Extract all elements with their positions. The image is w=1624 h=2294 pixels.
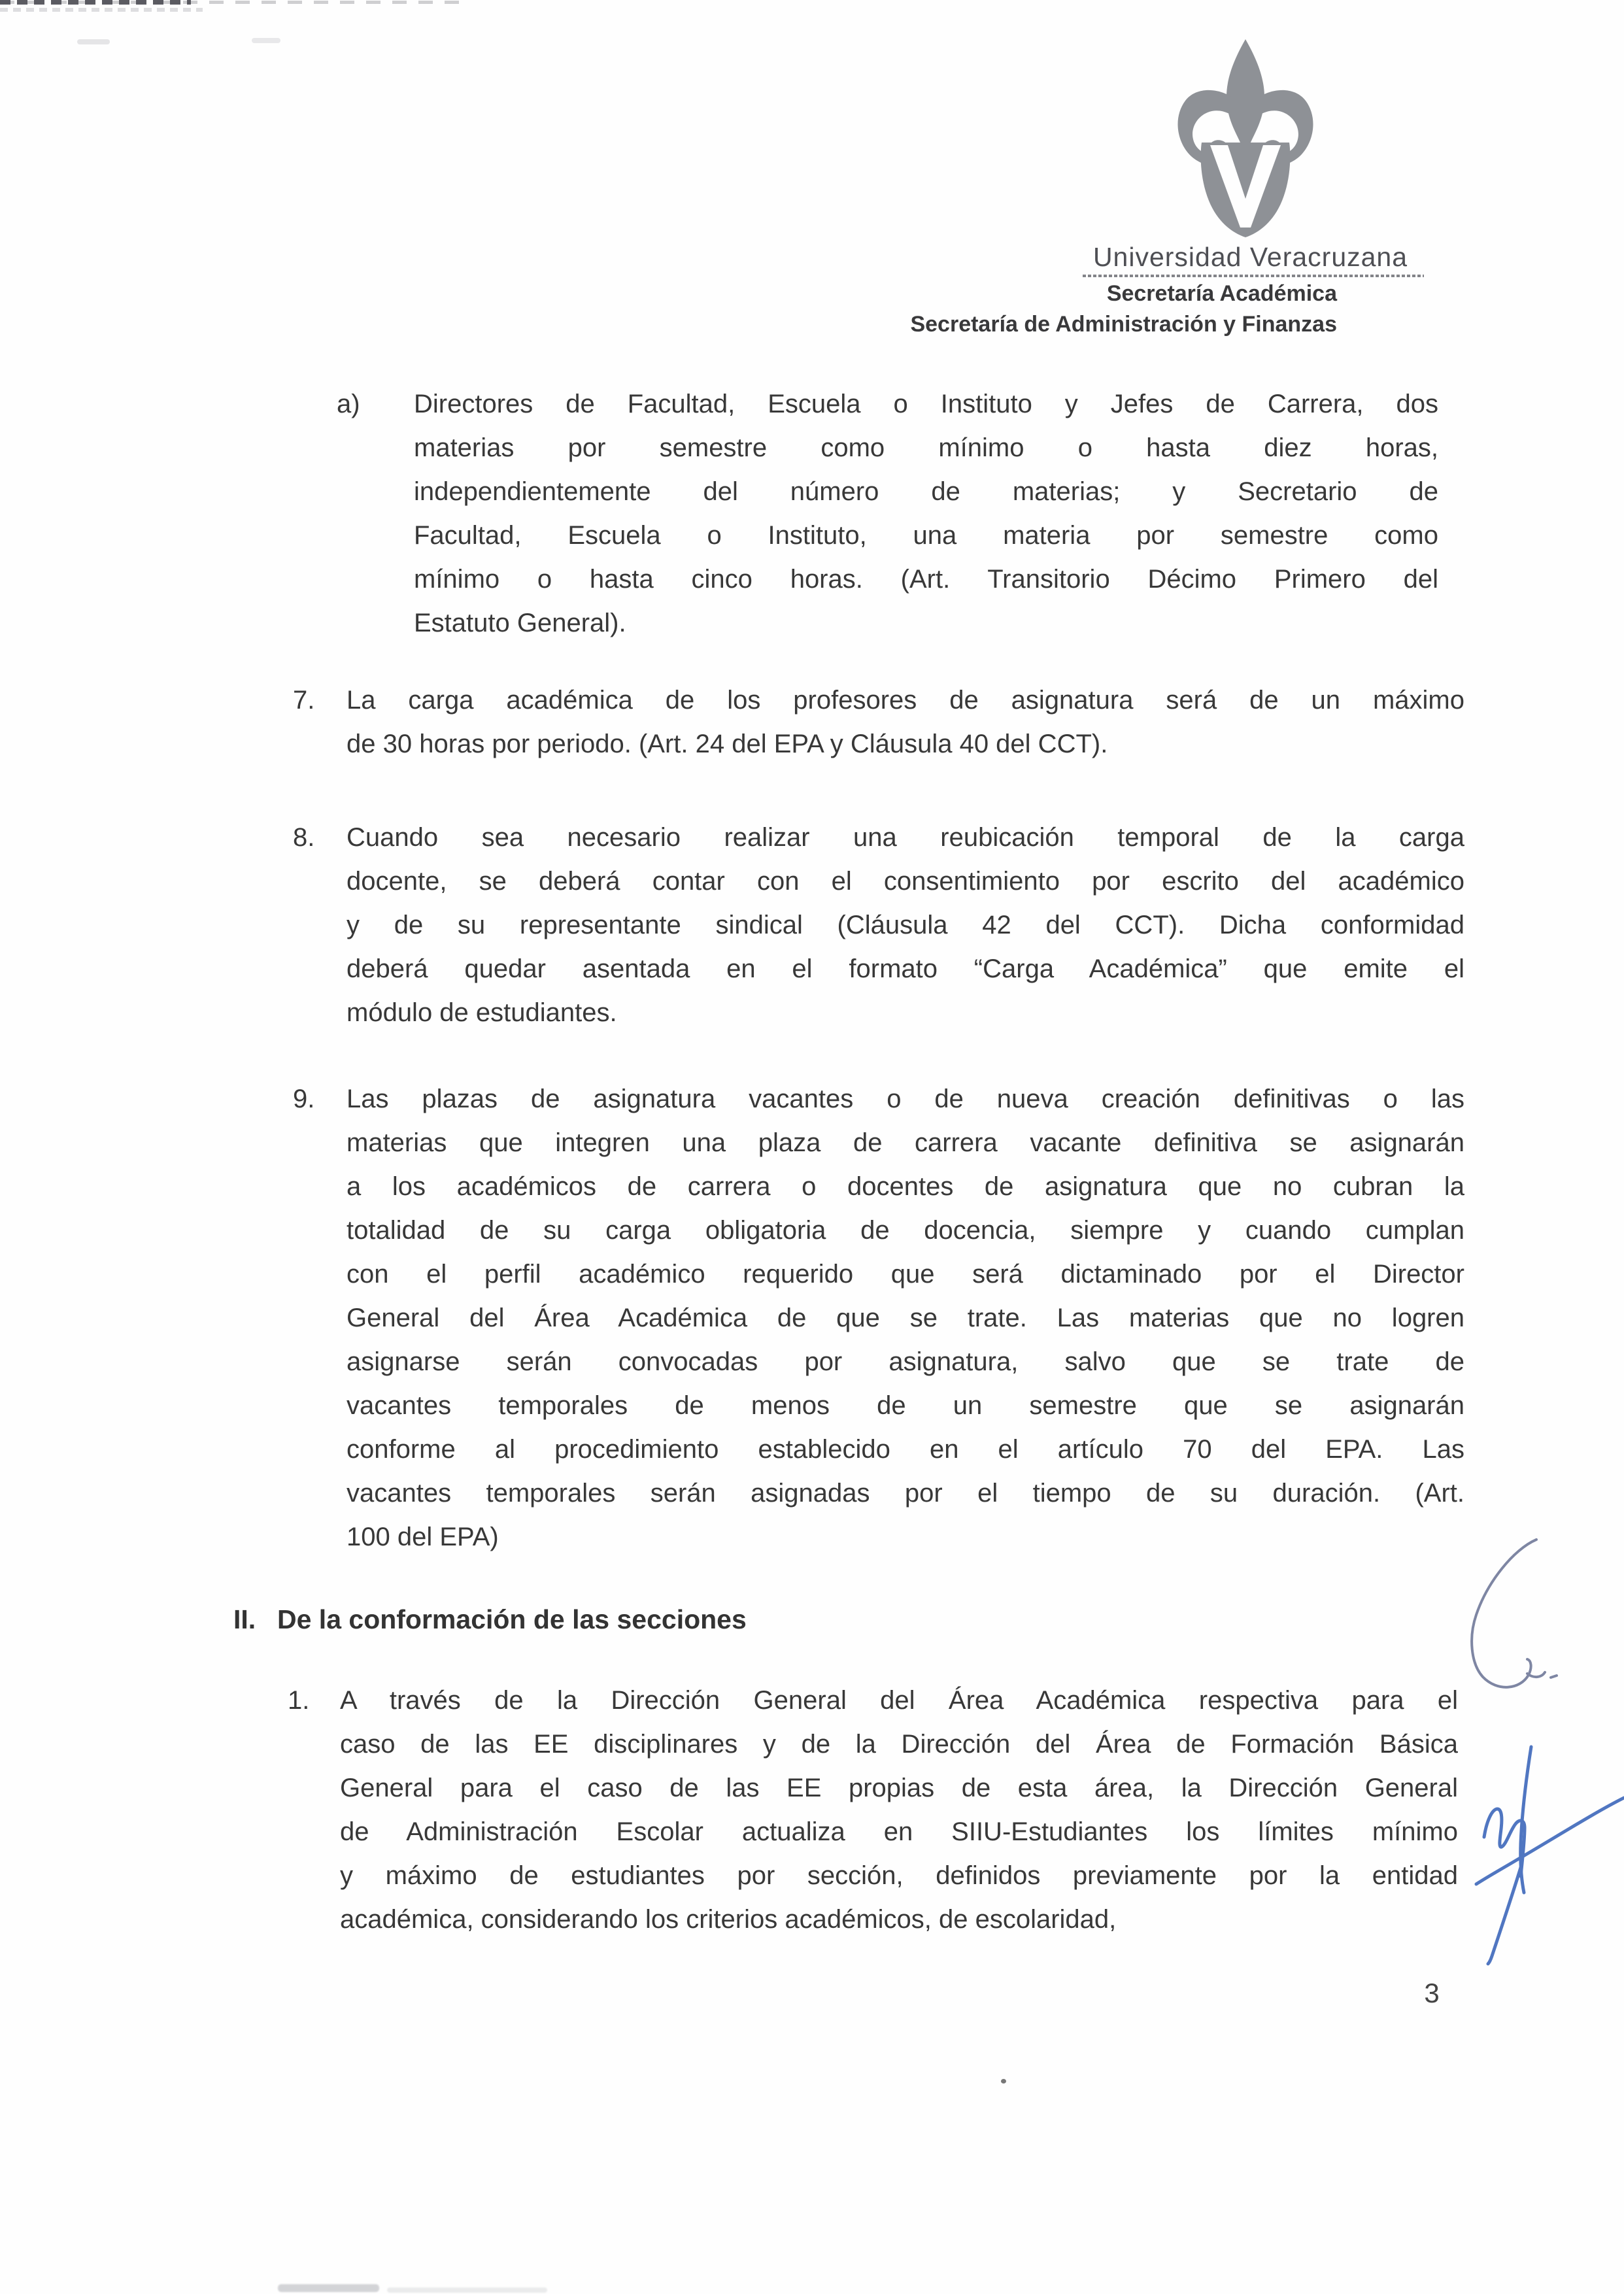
item-text <box>414 382 1438 645</box>
text-line: La carga académica de los profesores de asignatura será de un máximo <box>347 686 1464 715</box>
text-line: 100 del EPA) <box>347 1523 499 1551</box>
list-item-a <box>337 382 1438 645</box>
initials-m-flourish <box>1476 1747 1624 1964</box>
text-line: académica, considerando los criterios académicos, de escolaridad, <box>340 1905 1117 1934</box>
text-line: General para el caso de las EE propias de esta área, la Dirección General <box>340 1774 1458 1802</box>
section-heading <box>233 1598 1214 1642</box>
list-item-9 <box>293 1077 1464 1559</box>
item-label: 1. <box>288 1686 310 1715</box>
text-line: vacantes temporales serán asignadas por el tiempo de su duración. (Art. <box>347 1479 1464 1508</box>
item-label: II. <box>233 1604 256 1634</box>
scan-artifact-top-dashes <box>0 0 191 5</box>
text-line: totalidad de su carga obligatoria de docencia, siempre y cuando cumplan <box>347 1216 1464 1245</box>
secretariat-line-2: Secretaría de Administración y Finanzas <box>910 312 1337 337</box>
text-line: Las plazas de asignatura vacantes o de nueva creación definitivas o las <box>347 1085 1464 1113</box>
text-line: y máximo de estudiantes por sección, definidos previamente por la entidad <box>340 1861 1458 1890</box>
text-line: de 30 horas por periodo. (Art. 24 del EPA y Cláusula 40 del CCT). <box>347 730 1108 758</box>
text-line: General del Área Académica de que se trate. Las materias que no logren <box>347 1304 1464 1332</box>
scan-smudge-bottom <box>278 2284 379 2292</box>
handwritten-marks <box>1438 1523 1624 1974</box>
scan-artifact-top-row2 <box>0 8 203 12</box>
university-name: Universidad Veracruzana <box>1092 242 1408 272</box>
text-line: independientemente del número de materias; y Secretario de <box>414 477 1438 506</box>
text-line: Directores de Facultad, Escuela o Instituto y Jefes de Carrera, dos <box>414 390 1438 418</box>
scan-speck <box>252 38 280 43</box>
item-label: 7. <box>293 686 315 715</box>
scan-speck <box>77 39 110 44</box>
text-line: mínimo o hasta cinco horas. (Art. Transitorio Décimo Primero del <box>414 565 1438 594</box>
text-line: asignarse serán convocadas por asignatura, salvo que se trate de <box>347 1347 1464 1376</box>
item-text <box>340 1679 1458 1942</box>
text-line: docente, se deberá contar con el consentimiento por escrito del académico <box>347 867 1464 896</box>
secretariat-line-1: Secretaría Académica <box>1106 281 1337 306</box>
text-line: caso de las EE disciplinares y de la Dirección del Área de Formación Básica <box>340 1730 1458 1759</box>
page-number: 3 <box>1424 1978 1440 2008</box>
text-line: módulo de estudiantes. <box>347 998 617 1027</box>
text-line: Facultad, Escuela o Instituto, una materia por semestre como <box>414 521 1438 550</box>
scan-artifact-top-faint <box>0 1 471 4</box>
item-label: 8. <box>293 823 315 852</box>
text-line: con el perfil académico requerido que será dictaminado por el Director <box>347 1260 1464 1289</box>
uv-fleur-de-lis-logo-icon <box>1160 38 1330 241</box>
text-line: deberá quedar asentada en el formato “Carga Académica” que emite el <box>347 954 1464 983</box>
initial-g-mark <box>1472 1540 1557 1687</box>
item-text <box>347 679 1464 766</box>
list-item-8 <box>293 816 1464 1035</box>
header-rule <box>1083 275 1424 277</box>
text-line: conforme al procedimiento establecido en el artículo 70 del EPA. Las <box>347 1435 1464 1464</box>
text-line: de Administración Escolar actualiza en SIIU-Estudiantes los límites mínimo <box>340 1817 1458 1846</box>
item-label: a) <box>337 390 360 418</box>
scan-smudge-bottom <box>387 2287 547 2293</box>
item-text: De la conformación de las secciones <box>277 1604 747 1634</box>
item-text <box>347 816 1464 1035</box>
item-text <box>347 1077 1464 1559</box>
text-line: materias que integren una plaza de carrera vacante definitiva se asignarán <box>347 1128 1464 1157</box>
list-item-7 <box>293 679 1464 766</box>
scan-dot <box>1001 2079 1006 2083</box>
text-line: Cuando sea necesario realizar una reubicación temporal de la carga <box>347 823 1464 852</box>
list-item-1 <box>288 1679 1458 1942</box>
text-line: Estatuto General). <box>414 609 626 637</box>
text-line: A través de la Dirección General del Área Académica respectiva para el <box>340 1686 1458 1715</box>
text-line: y de su representante sindical (Cláusula 42 del CCT). Dicha conformidad <box>347 911 1464 939</box>
text-line: materias por semestre como mínimo o hasta diez horas, <box>414 433 1438 462</box>
text-line: vacantes temporales de menos de un semestre que se asignarán <box>347 1391 1464 1420</box>
text-line: a los académicos de carrera o docentes de asignatura que no cubran la <box>347 1172 1464 1201</box>
item-label: 9. <box>293 1085 315 1113</box>
